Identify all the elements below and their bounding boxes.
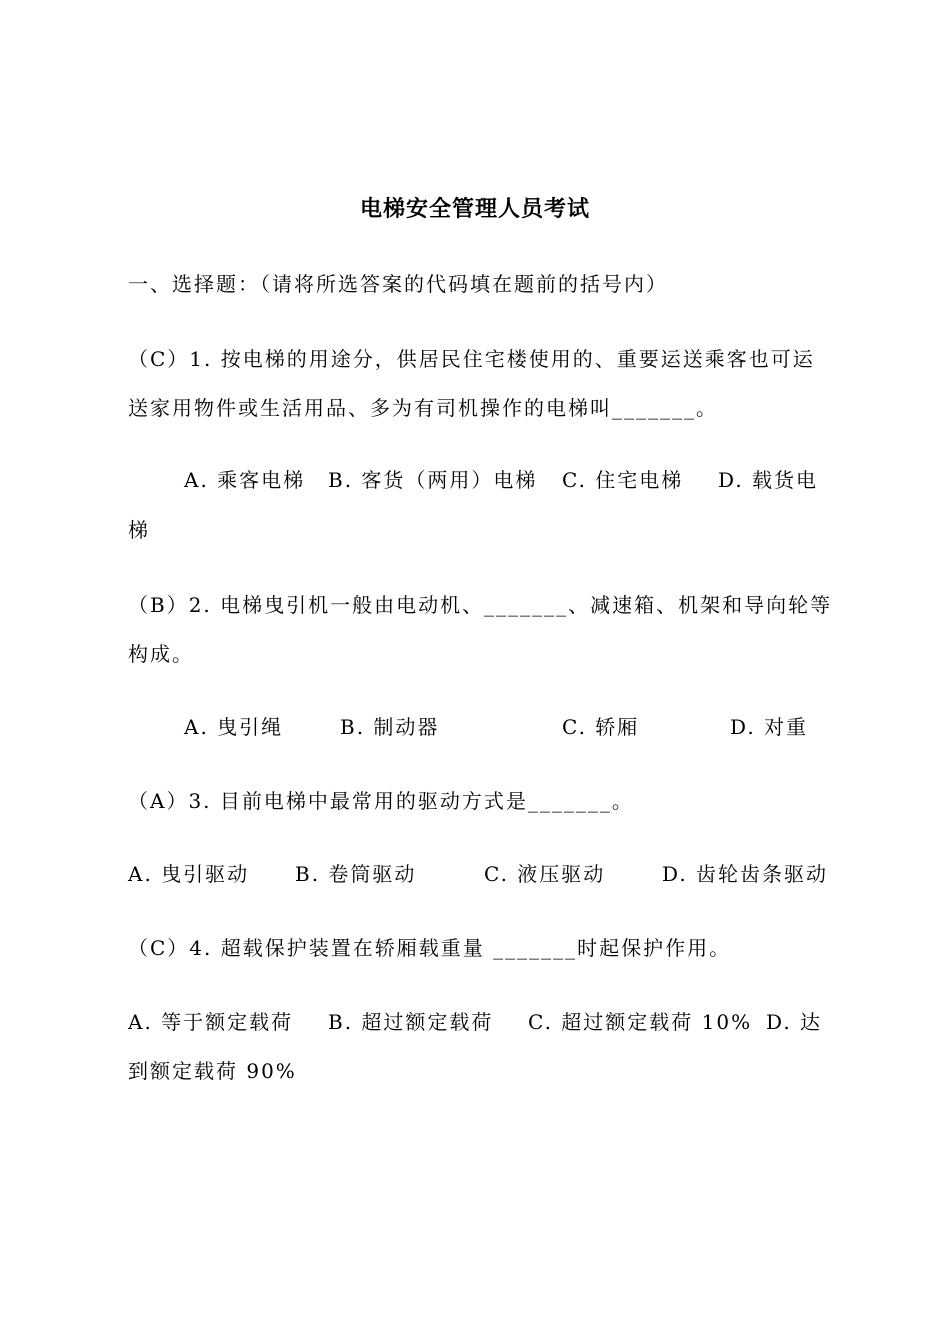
question-1-option-b: B. 客货（两用）电梯: [328, 468, 538, 492]
question-3-option-d: D. 齿轮齿条驱动: [662, 862, 829, 886]
question-2-option-d: D. 对重: [730, 715, 809, 739]
question-3-option-c: C. 液压驱动: [484, 862, 606, 886]
question-1-options-continued: 梯: [128, 518, 150, 542]
question-1-option-c: C. 住宅电梯: [562, 468, 684, 492]
question-1-option-a: A. 乘客电梯: [184, 468, 306, 492]
question-2-line-2: 构成。: [128, 642, 194, 666]
question-4-options-continued: 到额定载荷 90%: [128, 1059, 297, 1083]
question-2-option-b: B. 制动器: [340, 715, 440, 739]
question-1-line-2: 送家用物件或生活用品、多为有司机操作的电梯叫_______。: [128, 396, 718, 420]
question-2-option-c: C. 轿厢: [562, 715, 640, 739]
question-1-option-d: D. 载货电: [718, 468, 819, 492]
exam-title: 电梯安全管理人员考试: [359, 196, 590, 222]
question-2-option-a: A. 曳引绳: [184, 715, 284, 739]
question-3-line-1: （A）3. 目前电梯中最常用的驱动方式是_______。: [128, 789, 634, 813]
question-4-option-d: D. 达: [766, 1010, 823, 1034]
question-1-line-1: （C）1. 按电梯的用途分，供居民住宅楼使用的、重要运送乘客也可运: [128, 347, 815, 371]
question-4-option-a: A. 等于额定载荷: [128, 1010, 294, 1034]
question-3-option-b: B. 卷筒驱动: [295, 862, 417, 886]
question-4-option-b: B. 超过额定载荷: [328, 1010, 494, 1034]
question-2-line-1: （B）2. 电梯曳引机一般由电动机、_______、减速箱、机架和导向轮等: [128, 593, 833, 617]
section-heading: 一、选择题：（请将所选答案的代码填在题前的括号内）: [128, 272, 668, 296]
question-4-option-c: C. 超过额定载荷 10%: [528, 1010, 753, 1034]
question-3-option-a: A. 曳引驱动: [128, 862, 250, 886]
question-4-line-1: （C）4. 超载保护装置在轿厢载重量 _______时起保护作用。: [128, 936, 732, 960]
